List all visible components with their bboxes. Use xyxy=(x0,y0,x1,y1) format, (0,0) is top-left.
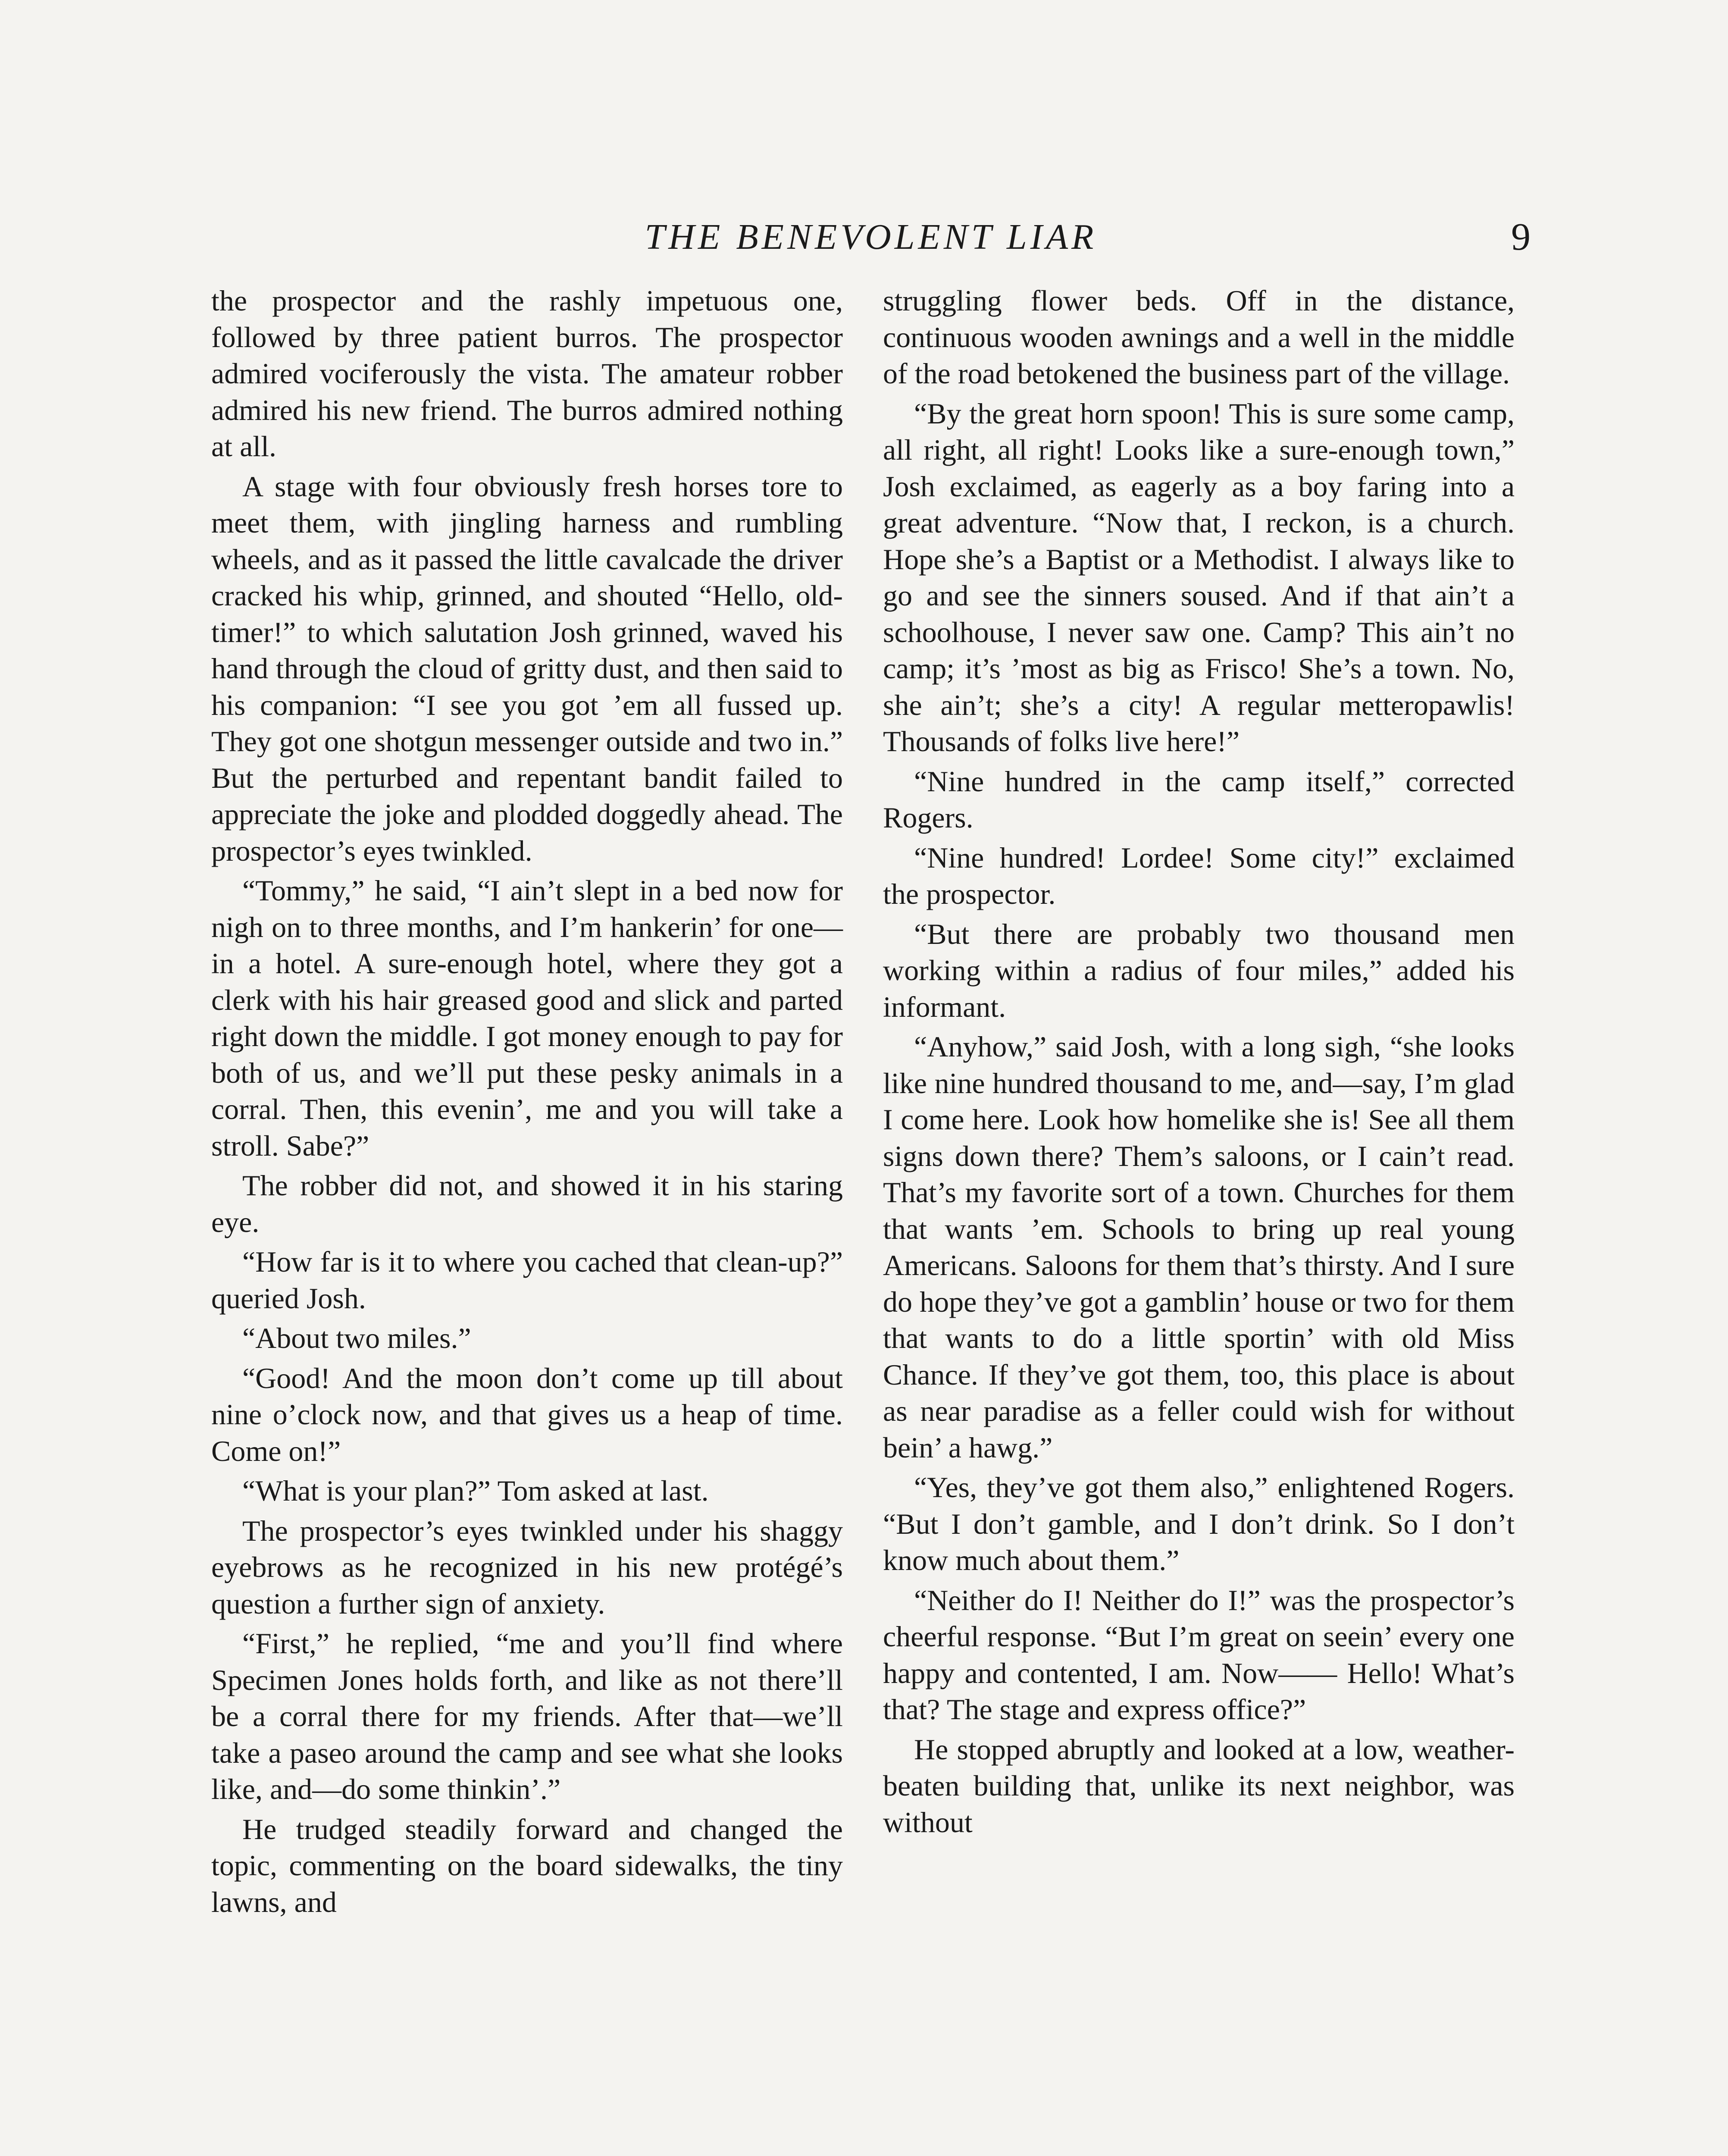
paragraph: “Yes, they’ve got them also,” enlightened Rogers. “But I don’t gamble, and I don’t drink. So I don’t know much about them.” xyxy=(883,1471,1515,1576)
paragraph: “First,” he replied, “me and you’ll find where Specimen Jones holds forth, and like as not there’ll be a corral there for my friends. After that—we’ll take a paseo around the camp and see what she looks like, and—do some thinkin’.” xyxy=(211,1627,843,1805)
paragraph: “Nine hundred in the camp itself,” corrected Rogers. xyxy=(883,765,1515,834)
right-column xyxy=(883,282,1515,2156)
paragraph: “Neither do I! Neither do I!” was the prospector’s cheerful response. “But I’m great on seein’ every one happy and contented, I am. Now—— Hello! What’s that? The stage and express office?” xyxy=(883,1583,1515,1726)
running-title: THE BENEVOLENT LIAR xyxy=(645,217,1097,257)
paragraph: The robber did not, and showed it in his staring eye. xyxy=(211,1169,843,1238)
page-header xyxy=(211,205,1531,270)
paragraph: “Nine hundred! Lordee! Some city!” exclaimed the prospector. xyxy=(883,841,1515,910)
paragraph: the prospector and the rashly impetuous one, followed by three patient burros. The prospector admired vociferously the vista. The amateur robber admired his new friend. The burros admired nothing at all. xyxy=(211,284,843,463)
paragraph: “How far is it to where you cached that clean-up?” queried Josh. xyxy=(211,1245,843,1315)
paragraph: “But there are probably two thousand men working within a radius of four miles,” added his informant. xyxy=(883,917,1515,1023)
paragraph: A stage with four obviously fresh horses tore to meet them, with jingling harness and rumbling wheels, and as it passed the little cavalcade the driver cracked his whip, grinned, and shouted “Hello, old-timer!” to which salutation Josh grinned, waved his hand through the cloud of gritty dust, and then said to his companion: “I see you got ’em all fussed up. They got one shotgun messenger outside and two in.” But the perturbed and repentant bandit failed to appreciate the joke and plodded doggedly ahead. The prospector’s eyes twinkled. xyxy=(211,470,843,867)
paragraph: “Anyhow,” said Josh, with a long sigh, “she looks like nine hundred thousand to me, and—say, I’m glad I come here. Look how homelike she is! See all them signs down there? Them’s saloons, or I cain’t read. That’s my favorite sort of a town. Churches for them that wants ’em. Schools to bring up real young Americans. Saloons for them that’s thirsty. And I sure do hope they’ve got a gamblin’ house or two for them that wants to do a little sportin’ with old Miss Chance. If they’ve got them, too, this place is about as near paradise as a feller could wish for without bein’ a hawg.” xyxy=(883,1030,1515,1464)
paragraph: “Good! And the moon don’t come up till about nine o’clock now, and that gives us a heap of time. Come on!” xyxy=(211,1361,843,1467)
page-number: 9 xyxy=(1511,216,1531,258)
paragraph: He stopped abruptly and looked at a low, weather-beaten building that, unlike its next neighbor, was without xyxy=(883,1733,1515,1839)
paragraph: “About two miles.” xyxy=(242,1322,471,1354)
paragraph: “By the great horn spoon! This is sure some camp, all right, all right! Looks like a sure-enough town,” Josh exclaimed, as eagerly as a boy faring into a great adventure. “Now that, I reckon, is a church. Hope she’s a Baptist or a Methodist. I always like to go and see the sinners soused. And if that ain’t a schoolhouse, I never saw one. Camp? This ain’t no camp; it’s ’most as big as Frisco! She’s a town. No, she ain’t; she’s a city! A regular metteropawlis! Thousands of folks live here!” xyxy=(883,397,1515,758)
left-column xyxy=(211,282,843,2156)
paragraph: He trudged steadily forward and changed the topic, commenting on the board sidewalks, the tiny lawns, and xyxy=(211,1812,843,1918)
paragraph: “Tommy,” he said, “I ain’t slept in a bed now for nigh on to three months, and I’m hankerin’ for one—in a hotel. A sure-enough hotel, where they got a clerk with his hair greased good and slick and parted right down the middle. I got money enough to pay for both of us, and we’ll put these pesky animals in a corral. Then, this evenin’, me and you will take a stroll. Sabe?” xyxy=(211,874,843,1162)
paragraph: “What is your plan?” Tom asked at last. xyxy=(242,1474,709,1507)
paragraph: The prospector’s eyes twinkled under his shaggy eyebrows as he recognized in his new protégé’s question a further sign of anxiety. xyxy=(211,1514,843,1620)
paragraph: struggling flower beds. Off in the distance, continuous wooden awnings and a well in the middle of the road betokened the business part of the village. xyxy=(883,284,1515,390)
